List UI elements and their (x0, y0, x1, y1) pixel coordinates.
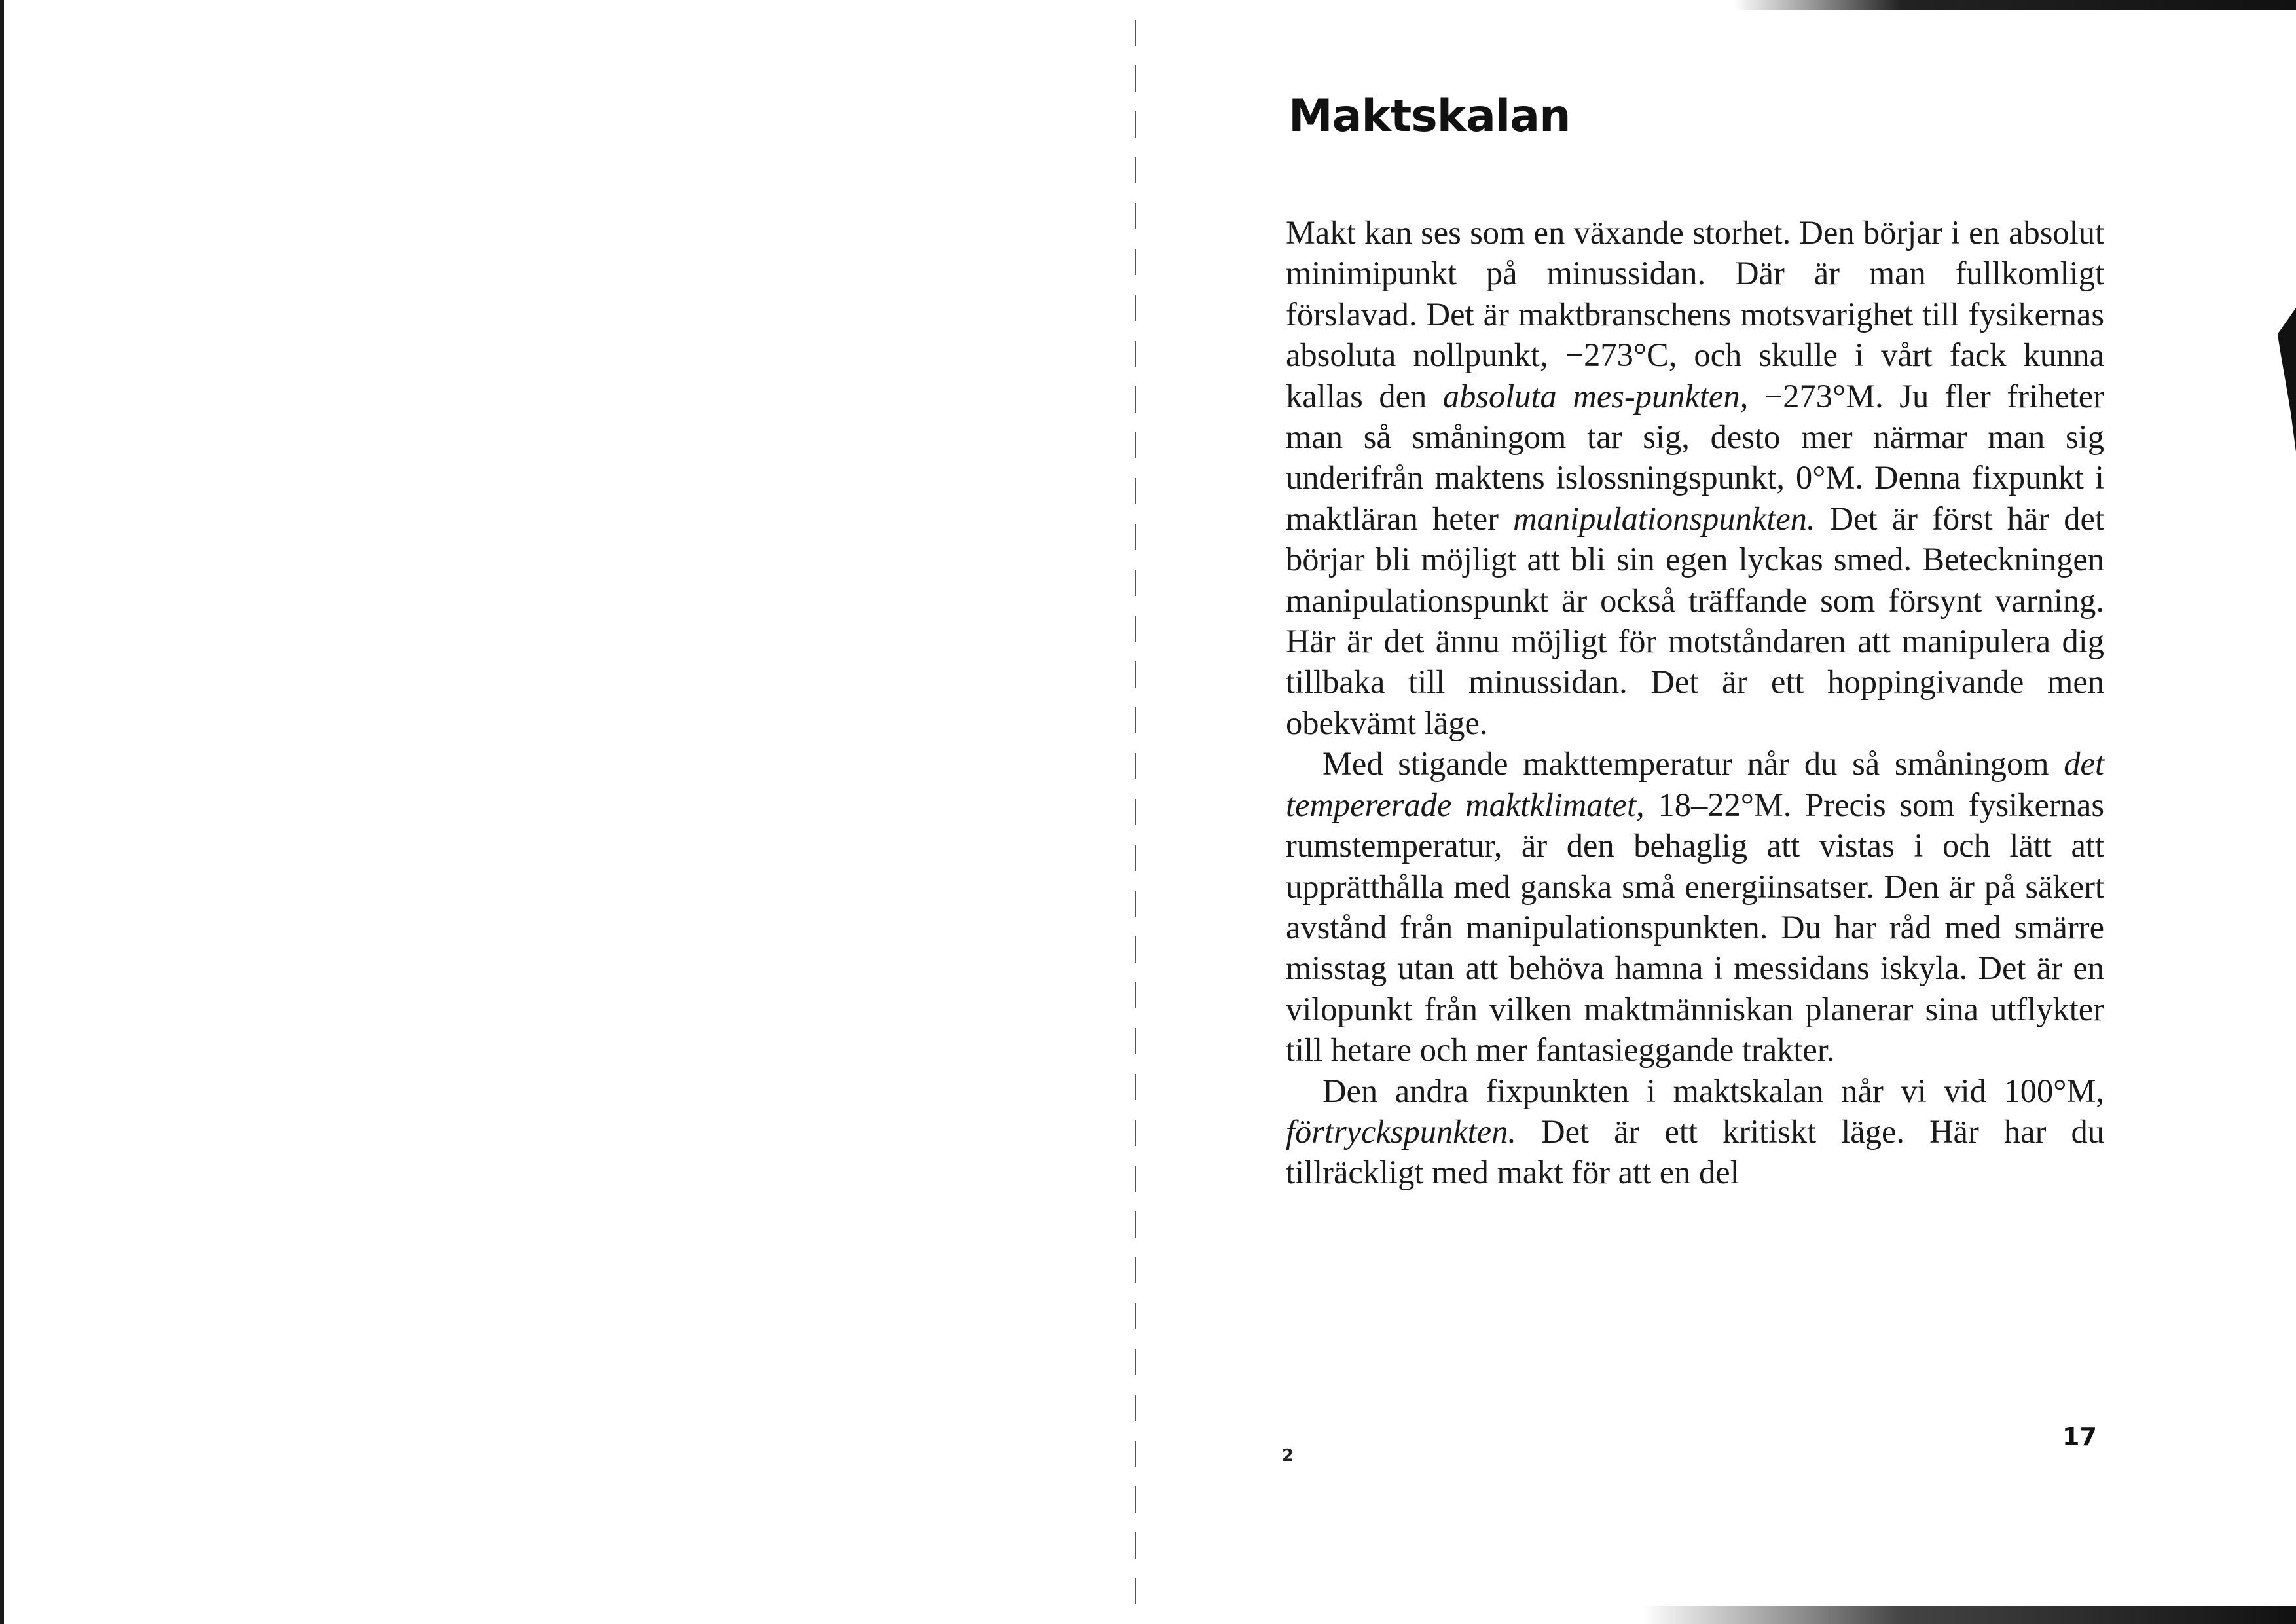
text-run: 18–22°M. Precis som fysikernas rumstemperatur, är den behaglig att vistas i och lätt att upprätthålla med ganska små energiinsatser. Den är på säkert avstånd från manipulationspunkten. Du har råd med smärre misstag utan att behöva hamna i messidans iskyla. Det är en vilopunkt från vilken maktmänniskan planerar sina utflykter till hetare och mer fantasieggande trakter. (1286, 786, 2104, 1069)
italic-term: det tempererade maktklimatet, (1286, 745, 2104, 823)
text-run: Det är först här det börjar bli möjligt att bli sin egen lyckas smed. Beteckningen manipulationspunkt är också träffande som försynt varning. Här är det ännu möjligt för motståndaren att manipulera dig tillbaka till minussidan. Det är ett hoppingivande men obekvämt läge. (1286, 500, 2105, 741)
text-run: −273°M. Ju fler friheter man så småningom tar sig, desto mer närmar man sig underifrån maktens islossningspunkt, 0°M. Denna fixpunkt i maktläran heter (1286, 377, 2104, 537)
page-number: 17 (2062, 1422, 2097, 1451)
text-run: Det är ett kritiskt läge. Här har du tillräckligt med makt för att en del (1286, 1113, 2104, 1191)
italic-term: förtryckspunkten. (1286, 1113, 1516, 1150)
signature-mark: 2 (1282, 1446, 1294, 1466)
text-run: Makt kan ses som en växande storhet. Den börjar i en absolut minimipunkt på minussidan. Där är man fullkomligt förslavad. Det är maktbranschens motsvarighet till fysikernas absoluta nollpunkt, −273°C, och skulle i vårt fack kunna kallas den (1286, 214, 2104, 415)
body-text (1286, 212, 2104, 1193)
paragraph (1286, 212, 2104, 743)
scan-edge-line (0, 0, 4, 1624)
italic-term: absoluta mes-punkten, (1442, 377, 1749, 415)
scan-edge-mark (2276, 308, 2296, 452)
text-run: Den andra fixpunkten i maktskalan når vi vid 100°M, (1322, 1072, 2104, 1109)
paragraph (1286, 1071, 2104, 1193)
italic-term: manipulationspunkten. (1513, 500, 1815, 537)
left-page-blank (0, 0, 1136, 1624)
scan-top-edge (1733, 0, 2296, 10)
chapter-title: Maktskalan (1288, 90, 1571, 142)
paragraph (1286, 743, 2104, 1070)
scan-bottom-edge (1641, 1606, 2296, 1624)
text-run: Med stigande makttemperatur når du så småningom (1322, 745, 2064, 783)
